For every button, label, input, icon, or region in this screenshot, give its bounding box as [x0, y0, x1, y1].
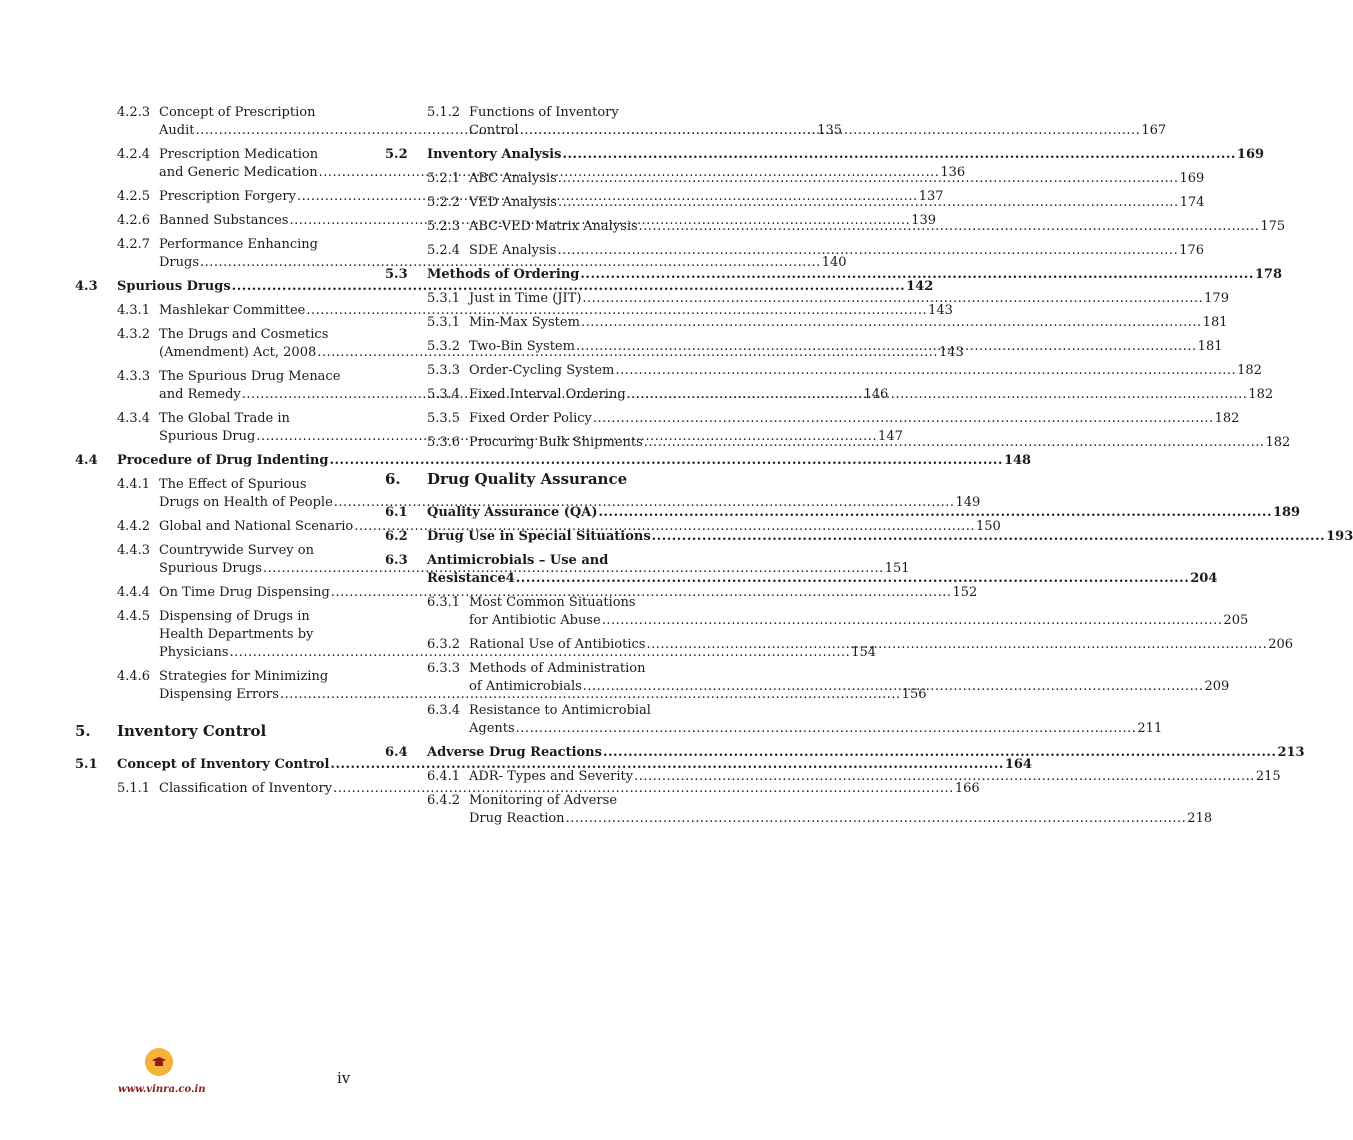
section-number: 5.3.3	[427, 363, 461, 378]
toc-entry[interactable]	[385, 362, 1262, 380]
section-number: 4.2.5	[117, 189, 151, 204]
section-title: Just in Time (JIT)	[469, 291, 582, 306]
toc-entry[interactable]	[385, 146, 1265, 164]
dot-leader	[516, 720, 1137, 738]
section-number: 6.3	[385, 553, 408, 568]
toc-entry[interactable]	[385, 528, 1353, 546]
dot-leader	[582, 290, 1203, 308]
section-title: ABC Analysis	[469, 171, 557, 186]
toc-entry[interactable]	[385, 504, 1301, 522]
page-ref: 182	[1248, 387, 1274, 402]
section-title: Classification of Inventory	[159, 781, 333, 796]
dot-leader	[603, 744, 1276, 762]
section-title: Adverse Drug Reactions	[427, 745, 602, 760]
section-number: 4.4	[75, 453, 98, 468]
dot-leader	[516, 570, 1189, 588]
section-title: Inventory Analysis	[427, 147, 562, 162]
section-number: 6.3.2	[427, 637, 461, 652]
page-ref: 204	[1190, 571, 1218, 586]
section-number: 6.3.1	[427, 595, 461, 610]
section-number: 5.1.1	[117, 781, 151, 796]
toc-entry[interactable]	[385, 744, 1305, 762]
section-title: and Generic Medication	[159, 165, 318, 180]
dot-leader	[652, 528, 1325, 546]
page-ref: 182	[1214, 411, 1240, 426]
section-title: The Global Trade in	[159, 411, 290, 426]
dot-leader	[593, 410, 1214, 428]
section-number: 4.4.5	[117, 609, 151, 624]
page-ref: 135	[817, 123, 843, 138]
page-ref: 211	[1137, 721, 1163, 736]
dot-leader	[599, 504, 1272, 522]
page-ref: 147	[878, 429, 903, 444]
section-title: Resistance4	[427, 571, 515, 586]
page-ref: 142	[906, 279, 934, 294]
toc-entry[interactable]	[75, 452, 1032, 470]
toc-entry[interactable]	[75, 278, 934, 296]
section-title: Audit	[159, 123, 195, 138]
dot-leader	[520, 122, 1141, 140]
section-number: 5.2	[385, 147, 408, 162]
page-ref: 176	[1179, 243, 1205, 258]
section-title: ADR- Types and Severity	[469, 769, 634, 784]
page-ref: 169	[1179, 171, 1205, 186]
section-number: 4.4.3	[117, 543, 151, 558]
page-ref: 218	[1187, 811, 1213, 826]
section-title: The Drugs and Cosmetics	[159, 327, 329, 342]
section-title: for Antibiotic Abuse	[469, 613, 601, 628]
page-ref: 150	[976, 519, 1001, 534]
toc-entry[interactable]	[385, 594, 1249, 630]
section-number: 4.4.1	[117, 477, 151, 492]
section-number: 4.3	[75, 279, 98, 294]
section-title: Monitoring of Adverse	[469, 793, 618, 808]
section-title: On Time Drug Dispensing	[159, 585, 330, 600]
page-ref: 209	[1204, 679, 1230, 694]
section-number: 5.1	[75, 757, 98, 772]
page-ref: 154	[851, 645, 877, 660]
page-ref: 166	[954, 781, 980, 796]
section-title: Min-Max System	[469, 315, 580, 330]
dot-leader	[646, 636, 1267, 654]
chapter-title: Drug Quality Assurance	[427, 470, 628, 488]
page-ref: 152	[952, 585, 978, 600]
section-title: The Spurious Drug Menace	[159, 369, 341, 384]
section-title: Concept of Prescription	[159, 105, 316, 120]
page-ref: 182	[1265, 435, 1291, 450]
section-number: 4.3.3	[117, 369, 151, 384]
toc-entry[interactable]	[75, 302, 953, 320]
section-title: Health Departments by	[159, 627, 314, 642]
section-title: Mashlekar Committee	[159, 303, 306, 318]
page-ref: 139	[911, 213, 937, 228]
section-title: Rational Use of Antibiotics	[469, 637, 646, 652]
page-ref: 213	[1277, 745, 1305, 760]
section-title: VED Analysis	[469, 195, 557, 210]
toc-entry[interactable]	[385, 314, 1228, 332]
section-number: 6.4.2	[427, 793, 461, 808]
section-number: 4.2.7	[117, 237, 151, 252]
chapter-number: 6.	[385, 470, 401, 488]
page-ref: 136	[940, 165, 966, 180]
section-title: Fixed Interval Ordering	[469, 387, 626, 402]
section-title: SDE Analysis	[469, 243, 557, 258]
section-number: 5.3.6	[427, 435, 461, 450]
dot-leader	[581, 314, 1202, 332]
toc-entry[interactable]	[385, 792, 1213, 828]
page-ref: 143	[938, 345, 964, 360]
page-ref: 215	[1255, 769, 1281, 784]
section-number: 5.3.2	[427, 339, 461, 354]
section-title: Physicians	[159, 645, 229, 660]
page-ref: 174	[1179, 195, 1205, 210]
page-ref: 164	[1004, 757, 1033, 772]
section-title: Most Common Situations	[469, 595, 636, 610]
section-number: 4.2.3	[117, 105, 151, 120]
toc-entry[interactable]	[385, 410, 1240, 428]
section-title: Order-Cycling System	[469, 363, 615, 378]
section-number: 4.4.2	[117, 519, 151, 534]
section-number: 4.2.4	[117, 147, 151, 162]
section-number: 5.1.2	[427, 105, 461, 120]
page-ref: 140	[821, 255, 847, 270]
toc-entry[interactable]	[75, 756, 1033, 774]
section-number: 5.3.1	[427, 315, 461, 330]
section-title: Agents	[469, 721, 515, 736]
chapter-heading	[385, 470, 676, 488]
section-title: Countrywide Survey on	[159, 543, 314, 558]
dot-leader	[615, 362, 1236, 380]
section-title: Spurious Drugs	[117, 279, 231, 294]
section-title: Performance Enhancing	[159, 237, 318, 252]
section-number: 4.4.6	[117, 669, 151, 684]
section-number: 6.4	[385, 745, 408, 760]
dot-leader	[558, 194, 1179, 212]
section-title: Dispensing Errors	[159, 687, 279, 702]
dot-leader	[580, 266, 1253, 284]
page-ref: 175	[1260, 219, 1286, 234]
section-number: 5.3.1	[427, 291, 461, 306]
toc-entry[interactable]	[385, 702, 1163, 738]
section-number: 5.2.1	[427, 171, 461, 186]
section-number: 5.3.5	[427, 411, 461, 426]
section-number: 4.4.4	[117, 585, 151, 600]
toc-entry[interactable]	[385, 768, 1281, 786]
page-ref: 206	[1268, 637, 1294, 652]
section-title: Two-Bin System	[469, 339, 575, 354]
section-title: Drug Use in Special Situations	[427, 529, 651, 544]
page-ref: 148	[1003, 453, 1032, 468]
section-title: Quality Assurance (QA)	[427, 505, 598, 520]
section-number: 6.1	[385, 505, 408, 520]
section-title: ABC-VED Matrix Analysis	[469, 219, 638, 234]
section-number: 5.2.3	[427, 219, 461, 234]
section-title: Global and National Scenario	[159, 519, 354, 534]
section-title: and Remedy	[159, 387, 241, 402]
chapter-title: Inventory Control	[117, 722, 267, 740]
page-number: iv	[337, 1069, 351, 1087]
dot-leader	[576, 338, 1197, 356]
section-title: Methods of Administration	[469, 661, 646, 676]
section-title: of Antimicrobials	[469, 679, 582, 694]
dot-leader	[639, 218, 1260, 236]
section-number: 4.3.2	[117, 327, 151, 342]
dot-leader	[557, 242, 1178, 260]
section-number: 6.2	[385, 529, 408, 544]
section-title: Antimicrobials – Use and	[427, 553, 609, 568]
page-ref: 167	[1141, 123, 1167, 138]
section-title: Fixed Order Policy	[469, 411, 592, 426]
page-ref: 146	[863, 387, 889, 402]
page-ref: 182	[1237, 363, 1262, 378]
section-title: Prescription Medication	[159, 147, 319, 162]
page-ref: 169	[1236, 147, 1265, 162]
chapter-heading	[75, 722, 366, 740]
section-title: Methods of Ordering	[427, 267, 580, 282]
section-title: Control	[469, 123, 519, 138]
section-number: 6.3.3	[427, 661, 461, 676]
page-ref: 193	[1326, 529, 1353, 544]
section-title: Drugs on Health of People	[159, 495, 333, 510]
section-title: The Effect of Spurious	[159, 477, 307, 492]
publisher-website: www.vinra.co.in	[118, 1084, 206, 1095]
page-ref: 151	[884, 561, 910, 576]
page-ref: 205	[1223, 613, 1249, 628]
section-title: Drug Reaction	[469, 811, 565, 826]
toc-entry[interactable]	[385, 242, 1205, 260]
section-title: Spurious Drugs	[159, 561, 262, 576]
page-ref: 189	[1272, 505, 1301, 520]
dot-leader	[634, 768, 1255, 786]
section-number: 5.2.2	[427, 195, 461, 210]
section-title: Procuring Bulk Shipments	[469, 435, 643, 450]
page-ref: 149	[955, 495, 981, 510]
section-title: Procedure of Drug Indenting	[117, 453, 329, 468]
dot-leader	[602, 612, 1223, 630]
graduation-cap-icon	[152, 1057, 166, 1067]
section-title: Strategies for Minimizing	[159, 669, 329, 684]
toc-entry[interactable]	[75, 518, 1001, 536]
dot-leader	[562, 146, 1235, 164]
section-title: Prescription Forgery	[159, 189, 296, 204]
section-number: 5.3	[385, 267, 408, 282]
toc-entry[interactable]	[385, 290, 1229, 308]
section-title: Dispensing of Drugs in	[159, 609, 310, 624]
section-number: 5.3.4	[427, 387, 461, 402]
section-number: 4.3.4	[117, 411, 151, 426]
publisher-logo	[145, 1048, 173, 1076]
section-title: Resistance to Antimicrobial	[469, 703, 651, 718]
section-number: 6.4.1	[427, 769, 461, 784]
section-number: 4.2.6	[117, 213, 151, 228]
section-number: 5.2.4	[427, 243, 461, 258]
toc-entry[interactable]	[385, 266, 1282, 284]
toc-entry[interactable]	[75, 780, 980, 798]
section-title: Spurious Drug	[159, 429, 256, 444]
page-ref: 156	[901, 687, 927, 702]
section-title: Functions of Inventory	[469, 105, 619, 120]
page-ref: 143	[928, 303, 953, 318]
toc-entry[interactable]	[75, 584, 978, 602]
section-title: Concept of Inventory Control	[117, 757, 330, 772]
dot-leader	[583, 678, 1204, 696]
page-ref: 179	[1204, 291, 1229, 306]
chapter-number: 5.	[75, 722, 91, 740]
page-ref: 137	[918, 189, 944, 204]
dot-leader	[644, 434, 1265, 452]
section-title: Drugs	[159, 255, 200, 270]
page-ref: 178	[1254, 267, 1282, 282]
section-number: 6.3.4	[427, 703, 461, 718]
page-ref: 181	[1202, 315, 1228, 330]
section-number: 4.3.1	[117, 303, 151, 318]
dot-leader	[558, 170, 1179, 188]
dot-leader	[566, 810, 1187, 828]
dot-leader	[627, 386, 1248, 404]
page-ref: 181	[1197, 339, 1223, 354]
section-title: Banned Substances	[159, 213, 289, 228]
section-title: (Amendment) Act, 2008	[159, 345, 317, 360]
